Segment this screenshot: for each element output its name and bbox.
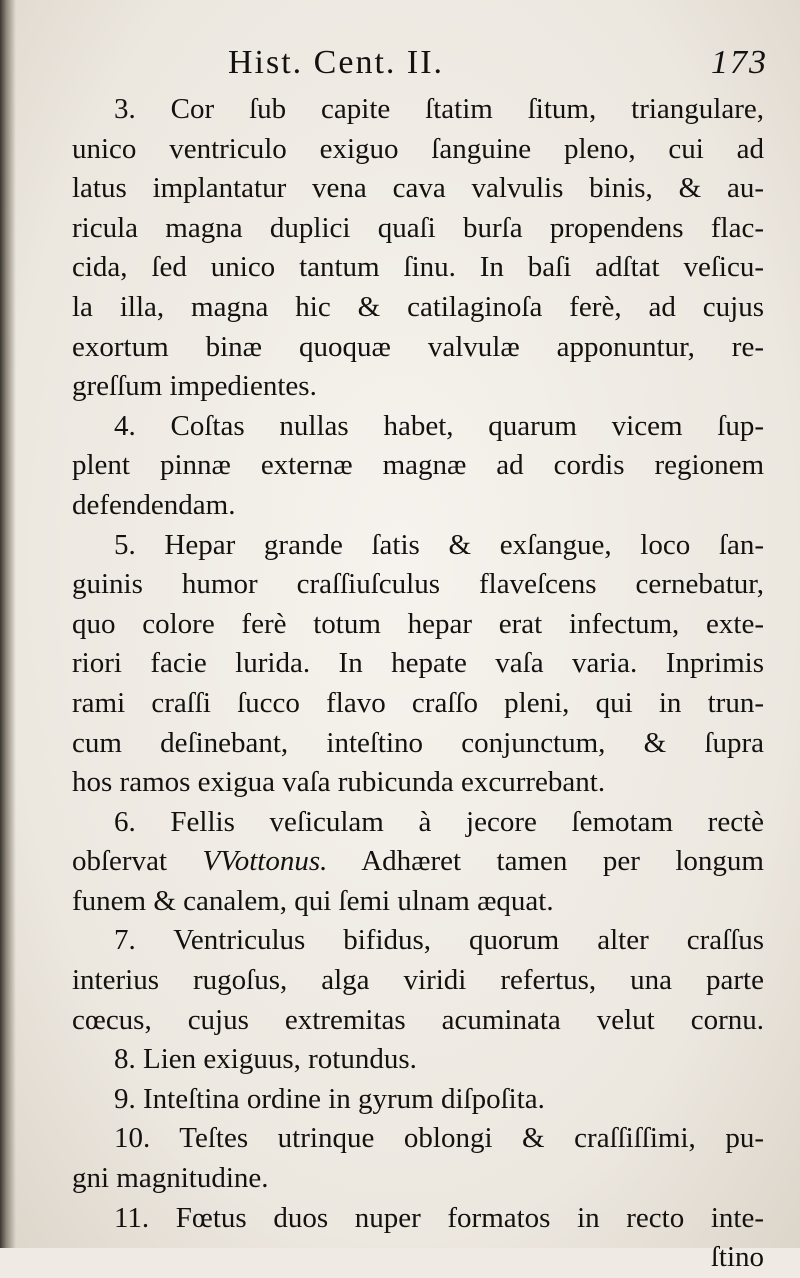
text-line: cœcus, cujus extremitas acuminata velut cornu. bbox=[72, 1003, 764, 1036]
text-line bbox=[72, 842, 764, 882]
text-line: 11. Fœtus duos nuper formatos in recto inte- bbox=[114, 1201, 764, 1234]
text-line: funem & canalem, qui ſemi ulnam æquat. bbox=[72, 884, 554, 917]
text-line: 6. Fellis veſiculam à jecore ſemotam rectè bbox=[114, 805, 764, 838]
body-text bbox=[72, 90, 764, 1278]
text-line: plent pinnæ externæ magnæ ad cordis regionem bbox=[72, 449, 764, 482]
page-header bbox=[228, 44, 768, 90]
text-line: exortum binæ quoquæ valvulæ apponuntur, re- bbox=[72, 330, 764, 363]
text-line: unico ventriculo exiguo ſanguine pleno, cui ad bbox=[72, 132, 764, 165]
running-head: Hist. Cent. II. bbox=[228, 44, 445, 81]
text-line: 5. Hepar grande ſatis & exſangue, loco ſan- bbox=[114, 528, 764, 561]
text-line: guinis humor craſſiuſculus flaveſcens cernebatur, bbox=[72, 568, 764, 601]
text-line: latus implantatur vena cava valvulis binis, & au- bbox=[72, 172, 764, 205]
text-segment: obſervat bbox=[72, 845, 203, 878]
text-line: greſſum impedientes. bbox=[72, 370, 317, 403]
author-name: VVottonus. bbox=[202, 845, 328, 878]
text-segment: Adhæret tamen per longum bbox=[327, 845, 764, 878]
text-line: 7. Ventriculus bifidus, quorum alter craſſus bbox=[114, 924, 764, 957]
text-line: 9. Inteſtina ordine in gyrum diſpoſita. bbox=[114, 1082, 545, 1115]
text-line: cida, ſed unico tantum ſinu. In baſi adſtat veſicu- bbox=[72, 251, 764, 284]
text-line: la illa, magna hic & catilaginoſa ferè, ad cujus bbox=[72, 290, 764, 323]
text-line: rami craſſi ſucco flavo craſſo pleni, qui in trun- bbox=[72, 686, 764, 719]
text-line: riori facie lurida. In hepate vaſa varia. Inprimis bbox=[72, 647, 764, 680]
text-line: ſtino bbox=[710, 1241, 764, 1274]
text-line: quo colore ferè totum hepar erat infectum, exte- bbox=[72, 607, 764, 640]
text-line: interius rugoſus, alga viridi refertus, una parte bbox=[72, 964, 764, 997]
text-line: defendendam. bbox=[72, 488, 236, 521]
text-line: 3. Cor ſub capite ſtatim ſitum, triangulare, bbox=[114, 93, 764, 125]
text-line: gni magnitudine. bbox=[72, 1162, 269, 1195]
page-number: 173 bbox=[711, 44, 768, 81]
text-line: 10. Teſtes utrinque oblongi & craſſiſſimi, pu- bbox=[114, 1122, 764, 1155]
text-line: cum deſinebant, inteſtino conjunctum, & ſupra bbox=[72, 726, 764, 759]
page-edge-shadow bbox=[0, 0, 16, 1248]
text-line: 4. Coſtas nullas habet, quarum vicem ſup- bbox=[114, 409, 764, 442]
text-line: 8. Lien exiguus, rotundus. bbox=[114, 1043, 417, 1076]
text-line: hos ramos exigua vaſa rubicunda excurrebant. bbox=[72, 766, 606, 799]
text-line: ricula magna duplici quaſi burſa propendens flac- bbox=[72, 211, 764, 244]
